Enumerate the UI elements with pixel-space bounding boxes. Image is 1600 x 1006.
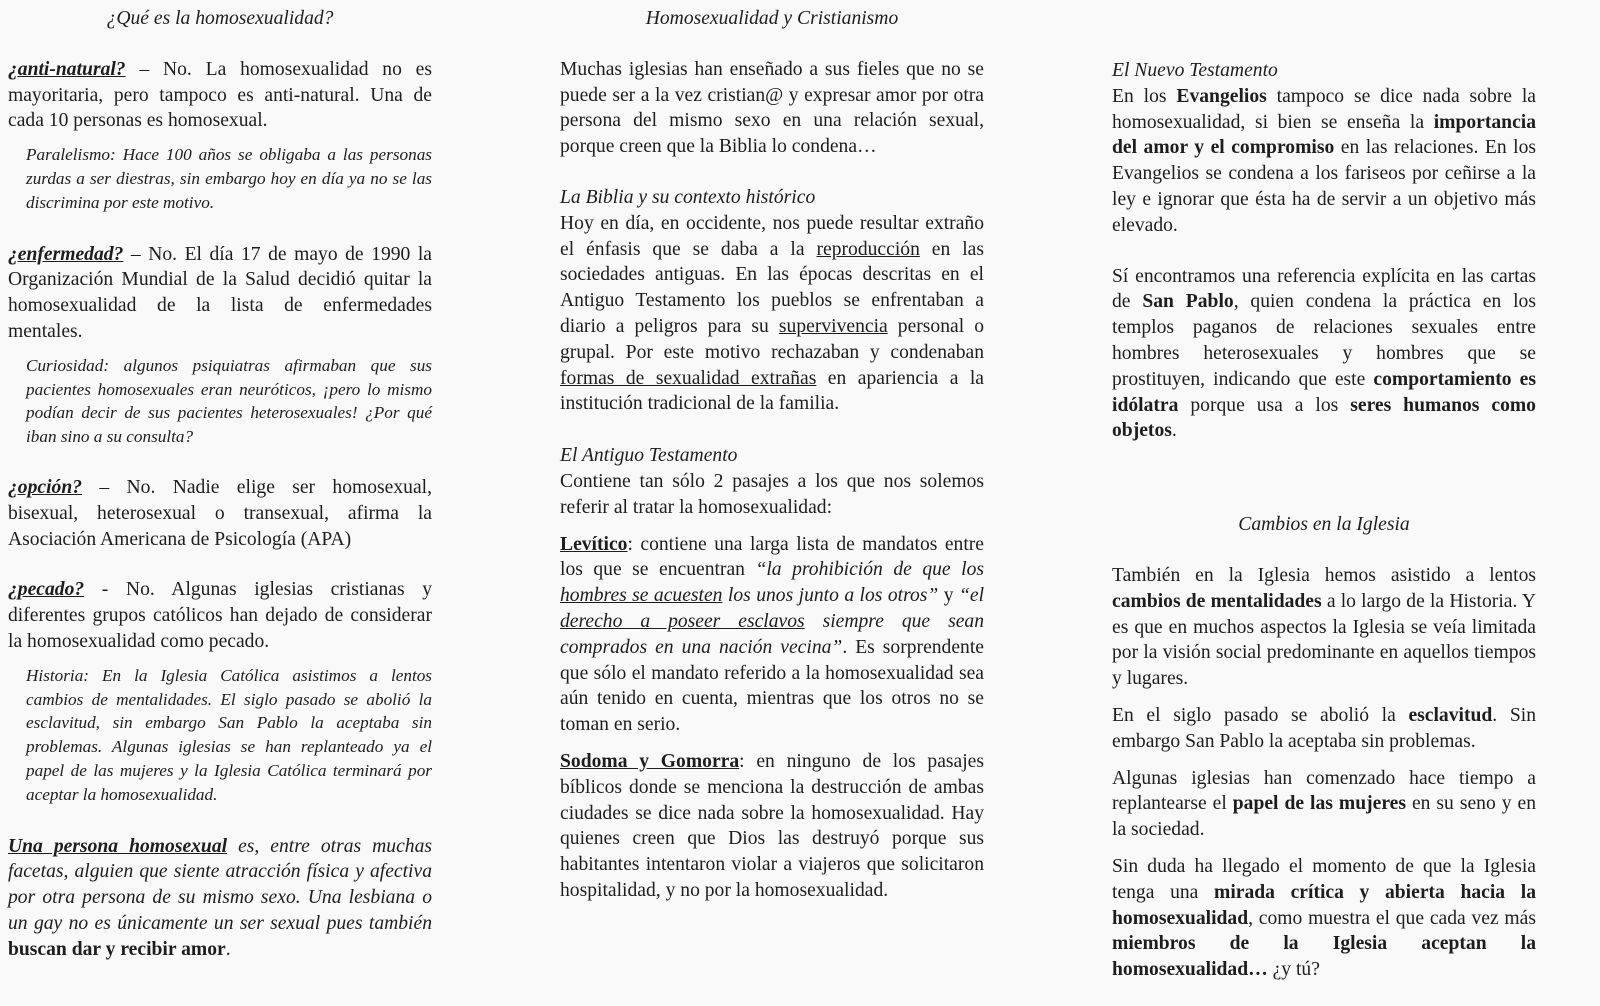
c4-text-3: ¿y tú? bbox=[1267, 959, 1320, 981]
levitico-quote-1a: “la prohibición de que los bbox=[755, 559, 985, 581]
opcion-question: ¿opción? bbox=[8, 476, 83, 498]
levitico-text-3: . Es sorprendente que sólo el mandato referido a la homosexualidad sea aún tenido en cuenta, mientras que los otros no se toman en serio. bbox=[560, 636, 984, 736]
sp-text-1: Sí encontramos una referencia explícita en las cartas de bbox=[1112, 265, 1536, 313]
persona-end: . bbox=[225, 938, 231, 960]
biblia-underline-2: supervivencia bbox=[778, 315, 888, 337]
persona-text: es, entre otras muchas facetas, alguien que siente atracción física y afectiva por otra persona de su mismo sexo. Una lesbiana o un gay no es únicamente un ser sexual pues también bbox=[8, 835, 432, 934]
biblia-text-4: en apariencia a la institución tradicional de la familia. bbox=[560, 367, 984, 415]
sp-bold-1: San Pablo bbox=[1142, 291, 1234, 313]
c4-bold-1: mirada crítica y abierta hacia la homosexualidad bbox=[1112, 881, 1536, 929]
c4-text-1: Sin duda ha llegado el momento de que la Iglesia tenga una bbox=[1112, 855, 1536, 903]
sp-text-4: . bbox=[1171, 420, 1177, 442]
biblia-text-1: Hoy en día, en occidente, nos puede resultar extraño el énfasis que se daba a la bbox=[560, 212, 984, 260]
enfermedad-paragraph bbox=[8, 242, 432, 345]
cambios-paragraph-3 bbox=[1112, 766, 1536, 843]
enfermedad-question: ¿enfermedad? bbox=[8, 243, 124, 265]
levitico-label: Levítico bbox=[560, 533, 628, 555]
antiguo-testamento-paragraph: Contiene tan sólo 2 pasajes a los que nos solemos referir al tratar la homosexualidad: bbox=[560, 470, 984, 518]
column-middle bbox=[560, 0, 984, 904]
pecado-question: ¿pecado? bbox=[8, 579, 85, 601]
anti-natural-text: – No. La homosexualidad no es mayoritaria, pero tampoco es anti-natural. Una de cada 10 personas es homosexual. bbox=[8, 58, 432, 132]
column-right bbox=[1112, 0, 1536, 983]
anti-natural-paragraph bbox=[8, 57, 432, 134]
sodoma-paragraph bbox=[560, 749, 984, 904]
c3-bold: papel de las mujeres bbox=[1232, 793, 1406, 815]
col1-title: ¿Qué es la homosexualidad? bbox=[106, 8, 334, 29]
levitico-text-2: y bbox=[938, 585, 959, 607]
sp-bold-2: comportamiento es idólatra bbox=[1112, 368, 1536, 416]
biblia-paragraph bbox=[560, 211, 984, 417]
biblia-text-3: personal o grupal. Por este motivo rechazaban y condenaban bbox=[560, 315, 984, 363]
levitico-quote-2b: siempre que sean comprados en una nación vecina” bbox=[560, 610, 984, 658]
c2-text-1: En el siglo pasado se abolió la bbox=[1112, 704, 1409, 726]
heading-antiguo-testamento: El Antiguo Testamento bbox=[560, 445, 738, 467]
cambios-paragraph-4 bbox=[1112, 854, 1536, 983]
biblia-underline-3: formas de sexualidad extrañas bbox=[560, 367, 817, 389]
levitico-quote-2a: “el bbox=[958, 585, 985, 607]
heading-nuevo-testamento: El Nuevo Testamento bbox=[1112, 60, 1278, 81]
c1-bold: cambios de mentalidades bbox=[1112, 590, 1322, 612]
paralelismo-note: Paralelismo: Hace 100 años se obligaba a las personas zurdas a ser diestras, sin embargo hoy en día ya no se las discrimina por este motivo. bbox=[26, 145, 432, 212]
opcion-text: – No. Nadie elige ser homosexual, bisexual, heterosexual o transexual, afirma la Asociación Americana de Psicología (APA) bbox=[8, 476, 432, 550]
nt-bold-2: importancia del amor y el compromiso bbox=[1112, 111, 1536, 159]
c1-text-1: También en la Iglesia hemos asistido a lentos bbox=[1112, 564, 1536, 586]
historia-note: Historia: En la Iglesia Católica asistimos a lentos cambios de mentalidades. El siglo pasado se abolió la esclavitud, sin embargo San Pablo la aceptaba sin problemas. Algunas iglesias se han replanteado ya el papel de las mujeres y la Iglesia Católica terminará por aceptar la homosexualidad. bbox=[26, 665, 432, 804]
levitico-quote-1-underline: hombres se acuesten bbox=[560, 585, 723, 607]
sodoma-text: : en ninguno de los pasajes bíblicos donde se menciona la destrucción de ambas ciudades se dice nada sobre la homosexualidad. Hay quienes creen que Dios las destruyó porque sus habitantes intentaron violar a viajeros que solicitaron hospitalidad, y no por la homosexualidad. bbox=[560, 750, 984, 901]
sp-bold-3: seres humanos como objetos bbox=[1112, 394, 1536, 442]
cambios-paragraph-2 bbox=[1112, 703, 1536, 755]
pecado-paragraph bbox=[8, 577, 432, 654]
heading-biblia: La Biblia y su contexto histórico bbox=[560, 186, 816, 208]
nt-bold-1: Evangelios bbox=[1176, 85, 1267, 107]
biblia-underline-1: reproducción bbox=[816, 238, 920, 260]
nt-text-2: tampoco se dice nada sobre la homosexualidad, si bien se enseña la bbox=[1112, 85, 1536, 133]
c4-bold-2: miembros de la Iglesia aceptan la homosexualidad… bbox=[1112, 933, 1536, 981]
sp-text-2: , quien condena la práctica en los templos paganos de relaciones sexuales entre hombres heterosexuales y hombres que se prostituyen, indicando que este bbox=[1112, 291, 1536, 390]
persona-underlined: Una persona homosexual bbox=[8, 835, 228, 857]
intro-paragraph: Muchas iglesias han enseñado a sus fieles que no se puede ser a la vez cristian@ y expresar amor por otra persona del mismo sexo en una relación sexual, porque creen que la Biblia lo condena… bbox=[560, 58, 984, 158]
biblia-text-2: en las sociedades antiguas. En las épocas descritas en el Antiguo Testamento los pueblos se enfrentaban a diario a peligros para su bbox=[560, 238, 984, 337]
pecado-text: - No. Algunas iglesias cristianas y diferentes grupos católicos han dejado de considerar la homosexualidad como pecado. bbox=[8, 579, 432, 652]
persona-paragraph bbox=[8, 834, 432, 963]
levitico-quote-1b: los unos junto a los otros” bbox=[722, 585, 939, 607]
curiosidad-note: Curiosidad: algunos psiquiatras afirmaban que sus pacientes homosexuales eran neuróticos, ¡pero lo mismo podían decir de sus pacientes heterosexuales! ¿Por qué iban sino a su consulta? bbox=[26, 355, 432, 447]
c2-bold: esclavitud bbox=[1408, 704, 1493, 726]
cambios-paragraph-1 bbox=[1112, 563, 1536, 692]
nt-text-1: En los bbox=[1112, 85, 1177, 107]
levitico-paragraph bbox=[560, 532, 984, 738]
nuevo-testamento-paragraph bbox=[1112, 84, 1536, 239]
sp-text-3: porque usa a los bbox=[1178, 394, 1351, 416]
c1-text-2: a lo largo de la Historia. Y es que en muchos aspectos la Iglesia se veía limitada por la visión social predominante en aquellos tiempos y lugares. bbox=[1112, 590, 1536, 690]
sodoma-label: Sodoma y Gomorra bbox=[560, 750, 740, 772]
opcion-paragraph bbox=[8, 475, 432, 552]
san-pablo-paragraph bbox=[1112, 264, 1536, 445]
heading-cambios: Cambios en la Iglesia bbox=[1238, 514, 1410, 536]
column-left bbox=[8, 0, 432, 963]
c3-text-1: Algunas iglesias han comenzado hace tiempo a replantearse el bbox=[1112, 767, 1536, 815]
col2-title: Homosexualidad y Cristianismo bbox=[645, 8, 899, 29]
nt-text-3: en las relaciones. En los Evangelios se condena a los fariseos por ceñirse a la ley e ignorar que ésta ha de servir a un objetivo más elevado. bbox=[1112, 137, 1536, 236]
c4-text-2: , como muestra el que cada vez más bbox=[1248, 907, 1536, 929]
levitico-quote-2-underline: derecho a poseer esclavos bbox=[560, 610, 805, 632]
persona-bold: buscan dar y recibir amor bbox=[8, 938, 226, 960]
c2-text-2: . Sin embargo San Pablo la aceptaba sin problemas. bbox=[1112, 704, 1536, 752]
levitico-text-1: : contiene una larga lista de mandatos entre los que se encuentran bbox=[560, 533, 984, 581]
anti-natural-question: ¿anti-natural? bbox=[8, 58, 126, 80]
c3-text-2: en su seno y en la sociedad. bbox=[1112, 793, 1536, 841]
enfermedad-text: – No. El día 17 de mayo de 1990 la Organización Mundial de la Salud decidió quitar la homosexualidad de la lista de enfermedades mentales. bbox=[8, 243, 432, 342]
